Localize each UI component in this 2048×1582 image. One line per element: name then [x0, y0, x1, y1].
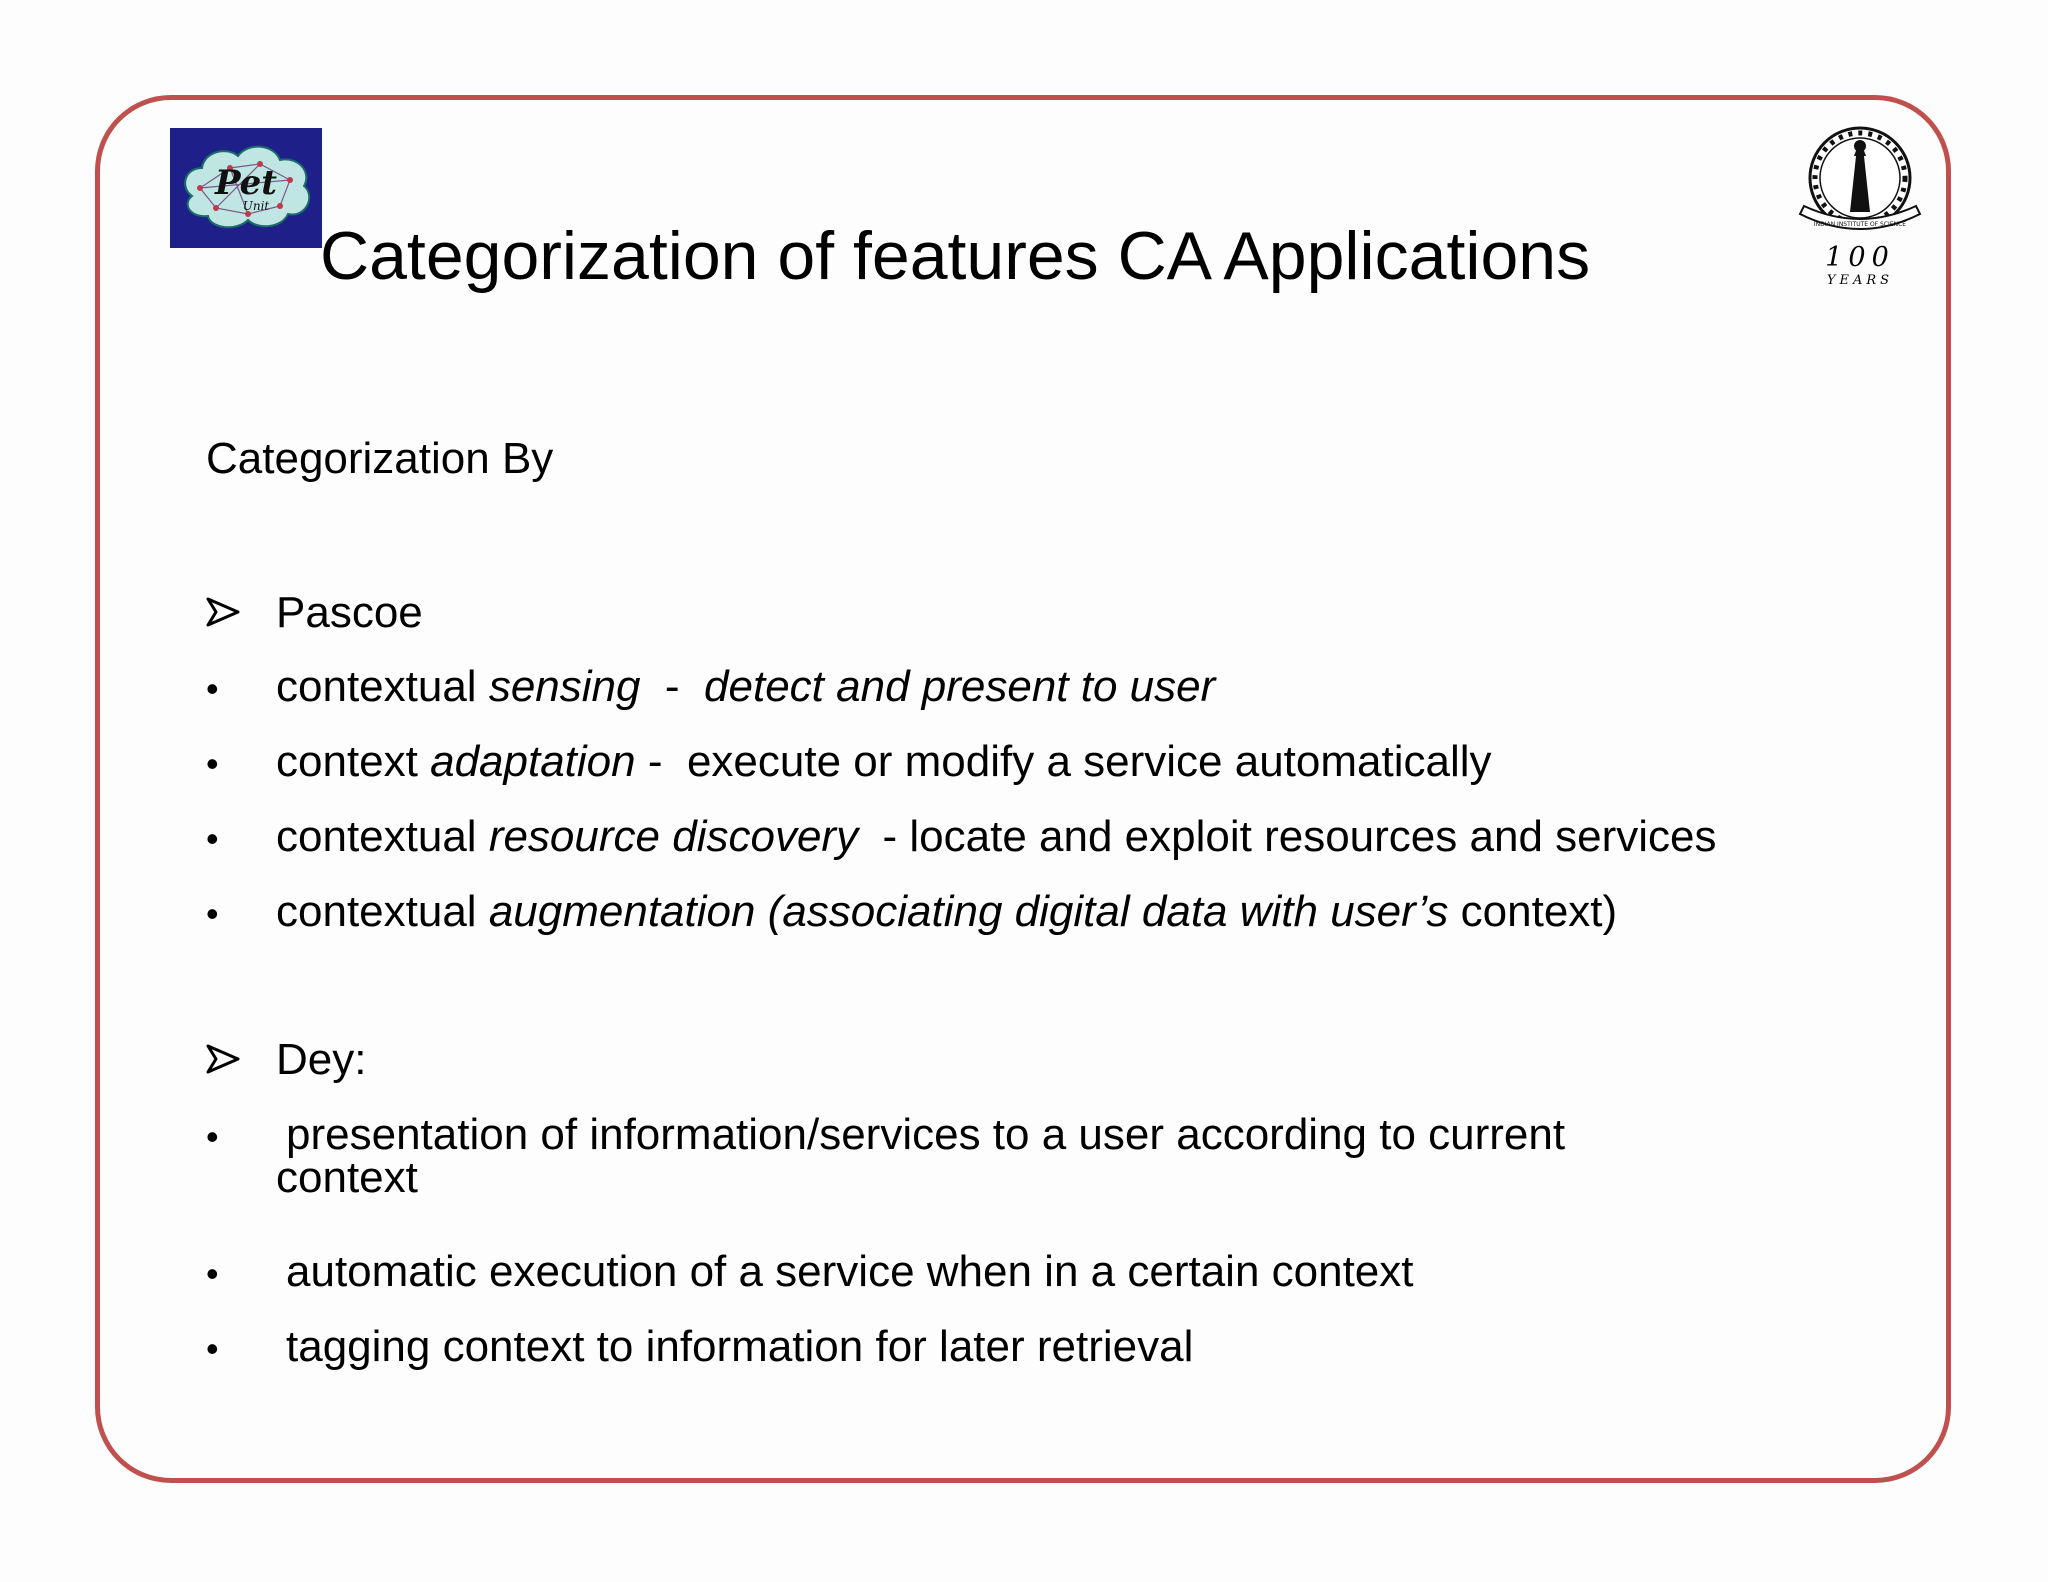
pet-logo-text: Pet — [215, 163, 277, 203]
pet-unit-logo — [170, 128, 322, 248]
iisc-ring-text: INDIAN INSTITUTE OF SCIENCE — [1813, 221, 1907, 228]
bullet-icon: • — [206, 893, 219, 934]
arrow-bullet-icon — [206, 1038, 246, 1083]
bullet-icon: • — [206, 743, 219, 784]
dey-item-text: automatic execution of a service when in a certain context — [286, 1247, 1414, 1296]
slide-title: Categorization of features CA Applications — [320, 218, 1591, 294]
dey-heading: Dey: — [276, 1035, 367, 1084]
bullet-icon: • — [206, 1116, 219, 1157]
pet-logo-subtext: Unit — [242, 199, 270, 213]
pascoe-heading: Pascoe — [276, 588, 423, 637]
arrow-bullet-icon — [206, 591, 246, 636]
iisc-years-word: YEARS — [1826, 273, 1894, 288]
dey-item-line1: presentation of information/services to a user according to current — [286, 1110, 1566, 1159]
iisc-centenary-logo — [1790, 126, 1930, 298]
bullet-icon: • — [206, 1328, 219, 1369]
bullet-icon: • — [206, 668, 219, 709]
bullet-icon: • — [206, 1253, 219, 1294]
dey-item-text: tagging context to information for later retrieval — [286, 1322, 1194, 1371]
dey-item-line2: context — [276, 1153, 418, 1202]
bullet-icon: • — [206, 818, 219, 859]
iisc-years-number: 100 — [1825, 242, 1895, 273]
categorization-heading: Categorization By — [206, 434, 554, 483]
